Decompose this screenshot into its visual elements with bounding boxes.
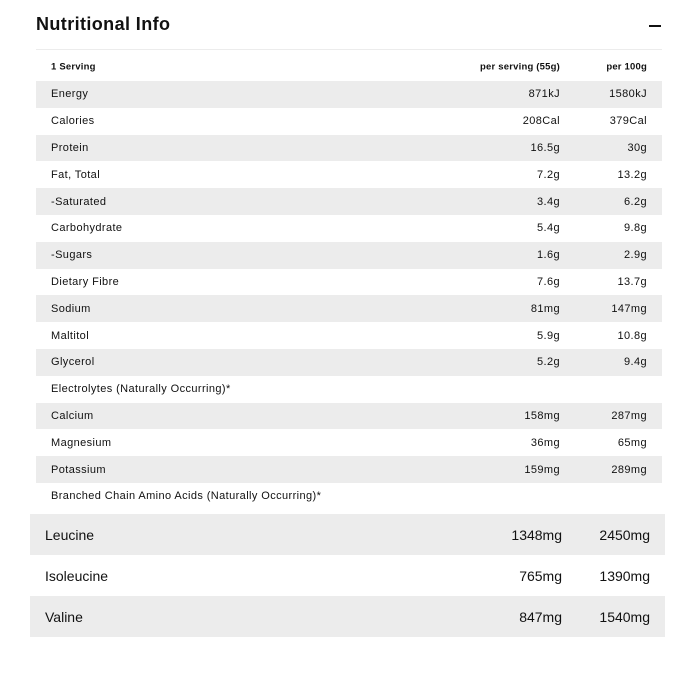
per-100g-value: 13.7g (617, 275, 647, 288)
table-row (30, 596, 665, 637)
nutrition-table (36, 53, 662, 510)
table-row (36, 349, 662, 376)
per-100g-value: 30g (627, 141, 647, 154)
per-serving-value: 765mg (519, 567, 562, 584)
per-serving-value: 159mg (524, 463, 560, 476)
per-100g-value: 147mg (611, 302, 647, 315)
table-row (36, 242, 662, 269)
per-100g-value: 9.8g (623, 222, 647, 235)
per-serving-value: 5.9g (536, 329, 560, 342)
nutrient-name: Glycerol (51, 356, 95, 369)
table-row (36, 483, 662, 510)
per-100g-value: 9.4g (623, 356, 647, 369)
header-serving: 1 Serving (51, 61, 96, 73)
per-serving-value: 158mg (524, 409, 560, 422)
per-100g-value: 10.8g (617, 329, 647, 342)
per-serving-value: 36mg (530, 436, 560, 449)
nutrition-header[interactable] (36, 14, 662, 48)
per-serving-value: 1.6g (536, 249, 560, 262)
table-row (36, 295, 662, 322)
per-100g-value: 2.9g (623, 249, 647, 262)
per-serving-value: 208Cal (522, 115, 560, 128)
nutrient-name: Carbohydrate (51, 222, 123, 235)
section-title: Nutritional Info (36, 14, 171, 34)
table-row (30, 555, 665, 596)
table-header-row (36, 53, 662, 81)
table-row (36, 135, 662, 162)
per-serving-value: 16.5g (530, 141, 560, 154)
table-row (36, 376, 662, 403)
nutrient-name: Sodium (51, 302, 91, 315)
nutrient-name: Branched Chain Amino Acids (Naturally Occurring)* (51, 490, 322, 503)
nutrient-name: Electrolytes (Naturally Occurring)* (51, 383, 231, 396)
per-100g-value: 1390mg (599, 567, 650, 584)
per-100g-value: 13.2g (617, 168, 647, 181)
per-100g-value: 2450mg (599, 526, 650, 543)
table-row (36, 108, 662, 135)
amino-acid-name: Isoleucine (45, 567, 109, 584)
per-serving-value: 5.4g (536, 222, 560, 235)
table-row (36, 81, 662, 108)
per-serving-value: 871kJ (528, 88, 560, 101)
table-row (36, 403, 662, 430)
nutrient-name: Protein (51, 141, 89, 154)
collapse-icon[interactable] (648, 14, 662, 38)
per-100g-value: 65mg (617, 436, 647, 449)
divider (36, 49, 662, 50)
table-row (36, 188, 662, 215)
per-100g-value: 379Cal (609, 115, 647, 128)
per-100g-value: 287mg (611, 409, 647, 422)
nutrient-name: Maltitol (51, 329, 90, 342)
per-serving-value: 1348mg (511, 526, 562, 543)
nutrient-name: Energy (51, 88, 89, 101)
nutrient-name: Magnesium (51, 436, 112, 449)
amino-acid-name: Leucine (45, 526, 95, 543)
table-row (36, 269, 662, 296)
nutrient-name: Dietary Fibre (51, 275, 120, 288)
per-serving-value: 847mg (519, 608, 562, 625)
table-row (30, 514, 665, 555)
per-serving-value: 81mg (530, 302, 560, 315)
table-row (36, 429, 662, 456)
per-100g-value: 1540mg (599, 608, 650, 625)
per-100g-value: 1580kJ (609, 88, 647, 101)
nutrient-name: Potassium (51, 463, 106, 476)
nutrient-name: Calories (51, 115, 95, 128)
per-serving-value: 7.2g (536, 168, 560, 181)
nutrient-name: -Sugars (51, 249, 93, 262)
nutrient-name: -Saturated (51, 195, 107, 208)
per-100g-value: 289mg (611, 463, 647, 476)
amino-acids-table (30, 514, 665, 637)
per-serving-value: 7.6g (536, 275, 560, 288)
table-row (36, 215, 662, 242)
header-per-100g: per 100g (606, 61, 647, 73)
per-100g-value: 6.2g (623, 195, 647, 208)
amino-acid-name: Valine (45, 608, 83, 625)
per-serving-value: 3.4g (536, 195, 560, 208)
nutrient-name: Calcium (51, 409, 94, 422)
table-row (36, 161, 662, 188)
header-per-serving: per serving (55g) (480, 61, 560, 73)
nutrient-name: Fat, Total (51, 168, 101, 181)
per-serving-value: 5.2g (536, 356, 560, 369)
table-row (36, 322, 662, 349)
table-row (36, 456, 662, 483)
